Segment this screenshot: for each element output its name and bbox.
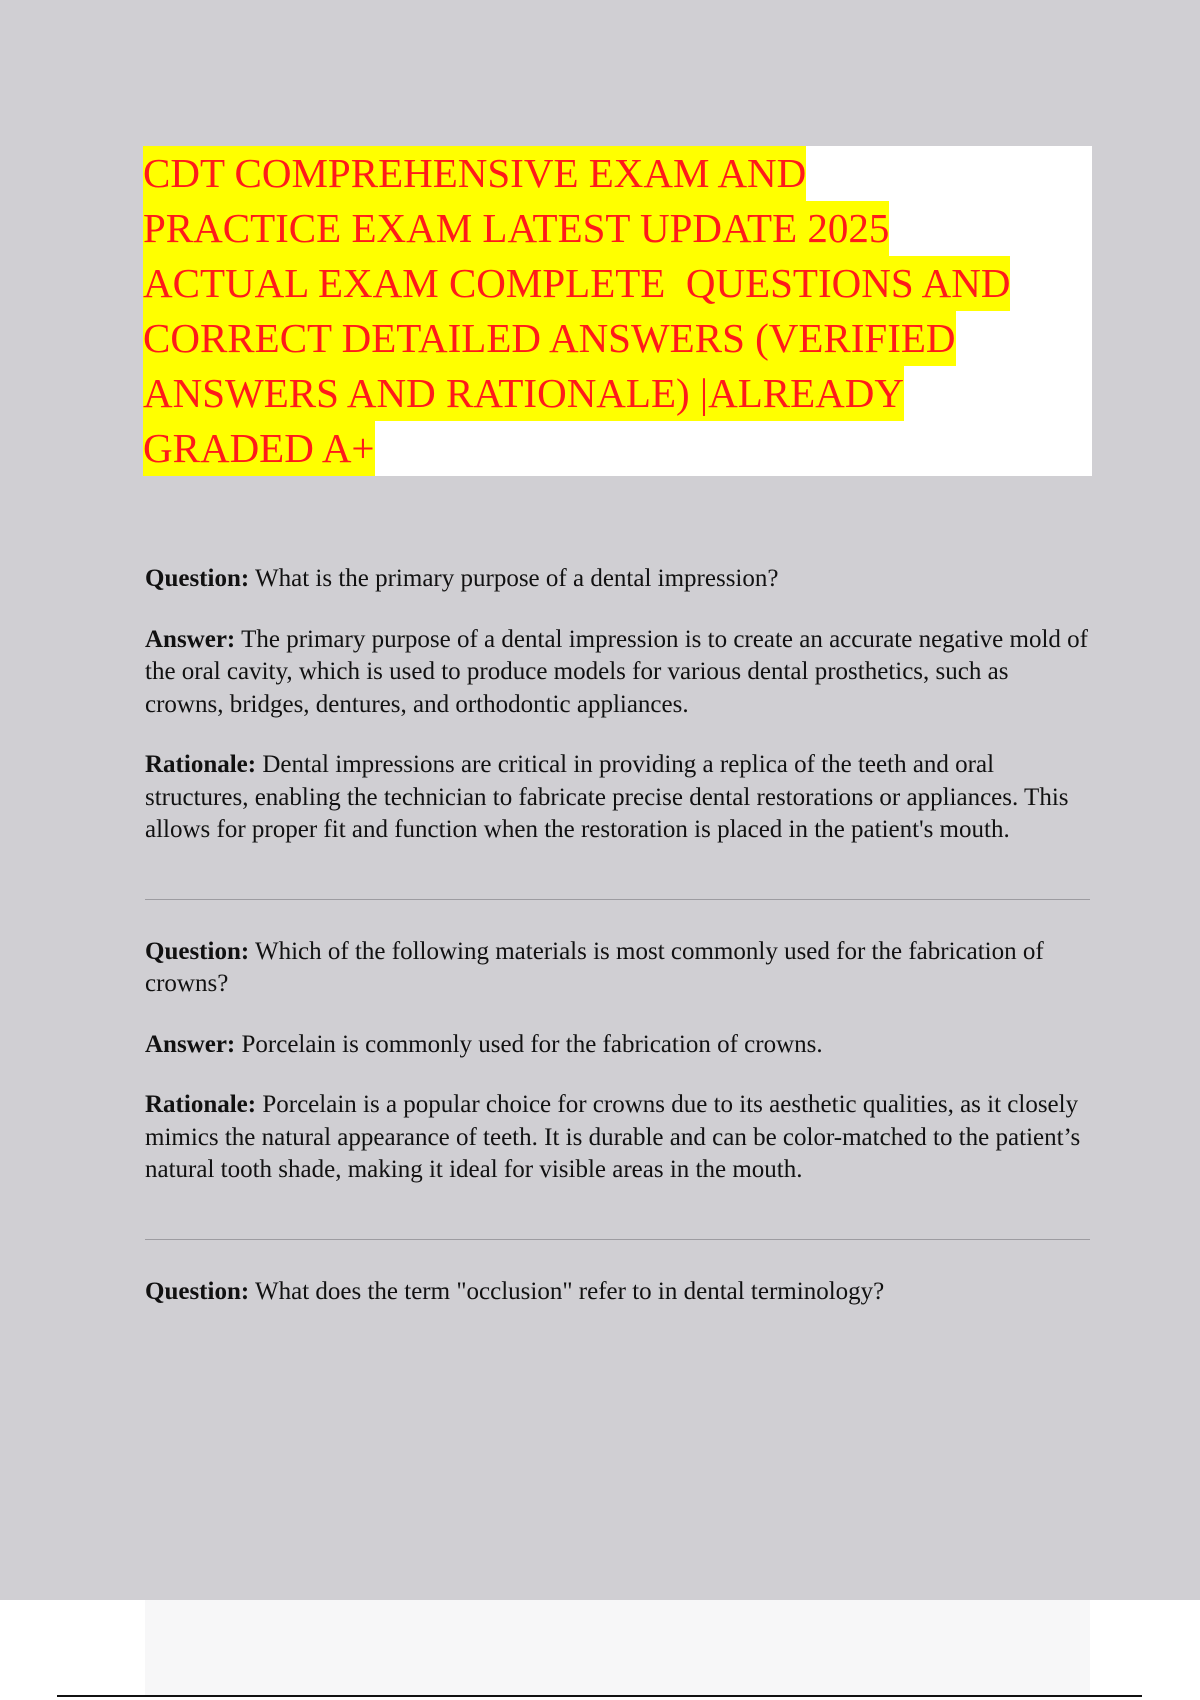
rationale-paragraph — [145, 749, 1090, 847]
answer-paragraph — [145, 624, 1090, 722]
title-line: PRACTICE EXAM LATEST UPDATE 2025 — [143, 201, 889, 256]
question-paragraph — [145, 563, 1090, 596]
answer-label: Answer: — [145, 625, 236, 653]
question-paragraph — [145, 1276, 1090, 1309]
question-label: Question: — [145, 565, 250, 592]
title-line: CORRECT DETAILED ANSWERS (VERIFIED — [143, 311, 956, 366]
rationale-label: Rationale: — [145, 1091, 257, 1118]
answer-label: Answer: — [145, 1030, 236, 1058]
next-page-content-area — [145, 1600, 1090, 1696]
rationale-paragraph — [145, 1089, 1090, 1187]
next-page-edge — [0, 1600, 1200, 1700]
rationale-label: Rationale: — [145, 751, 257, 778]
title-box — [143, 146, 1092, 476]
page-rule — [57, 1695, 1142, 1697]
question-text: Which of the following materials is most commonly used for the fabrication of crowns? — [145, 937, 1044, 997]
qa-item — [145, 936, 1090, 1187]
title-line: ANSWERS AND RATIONALE) |ALREADY — [143, 366, 904, 421]
title-line: GRADED A+ — [143, 421, 375, 476]
answer-paragraph — [145, 1029, 1090, 1062]
question-label: Question: — [145, 937, 250, 965]
section-divider — [145, 899, 1090, 900]
rationale-text: Dental impressions are critical in providing a replica of the teeth and oral structures, enabling the technician to fabricate precise dental restorations or appliances. This allows for proper fit and function when the restoration is placed in the patient's mouth. — [145, 751, 1069, 843]
rationale-text: Porcelain is a popular choice for crowns due to its aesthetic qualities, as it closely mimics the natural appearance of teeth. It is durable and can be color-matched to the patient’s natural tooth shade, making it ideal for visible areas in the mouth. — [145, 1091, 1081, 1183]
question-text: What is the primary purpose of a dental impression? — [255, 565, 779, 592]
question-label: Question: — [145, 1277, 250, 1305]
question-text: What does the term "occlusion" refer to in dental terminology? — [255, 1277, 885, 1305]
answer-text: Porcelain is commonly used for the fabrication of crowns. — [241, 1030, 823, 1058]
qa-item — [145, 563, 1090, 847]
section-divider — [145, 1239, 1090, 1240]
qa-item — [145, 1276, 1090, 1309]
answer-text: The primary purpose of a dental impression is to create an accurate negative mold of the oral cavity, which is used to produce models for various dental prosthetics, such as crowns, bridges, dentures, and orthodontic appliances. — [145, 625, 1088, 718]
qa-content — [145, 563, 1090, 1336]
document-title — [143, 146, 1092, 476]
title-line: ACTUAL EXAM COMPLETE QUESTIONS AND — [143, 256, 1010, 311]
question-paragraph — [145, 936, 1090, 1001]
title-line: CDT COMPREHENSIVE EXAM AND — [143, 146, 806, 201]
